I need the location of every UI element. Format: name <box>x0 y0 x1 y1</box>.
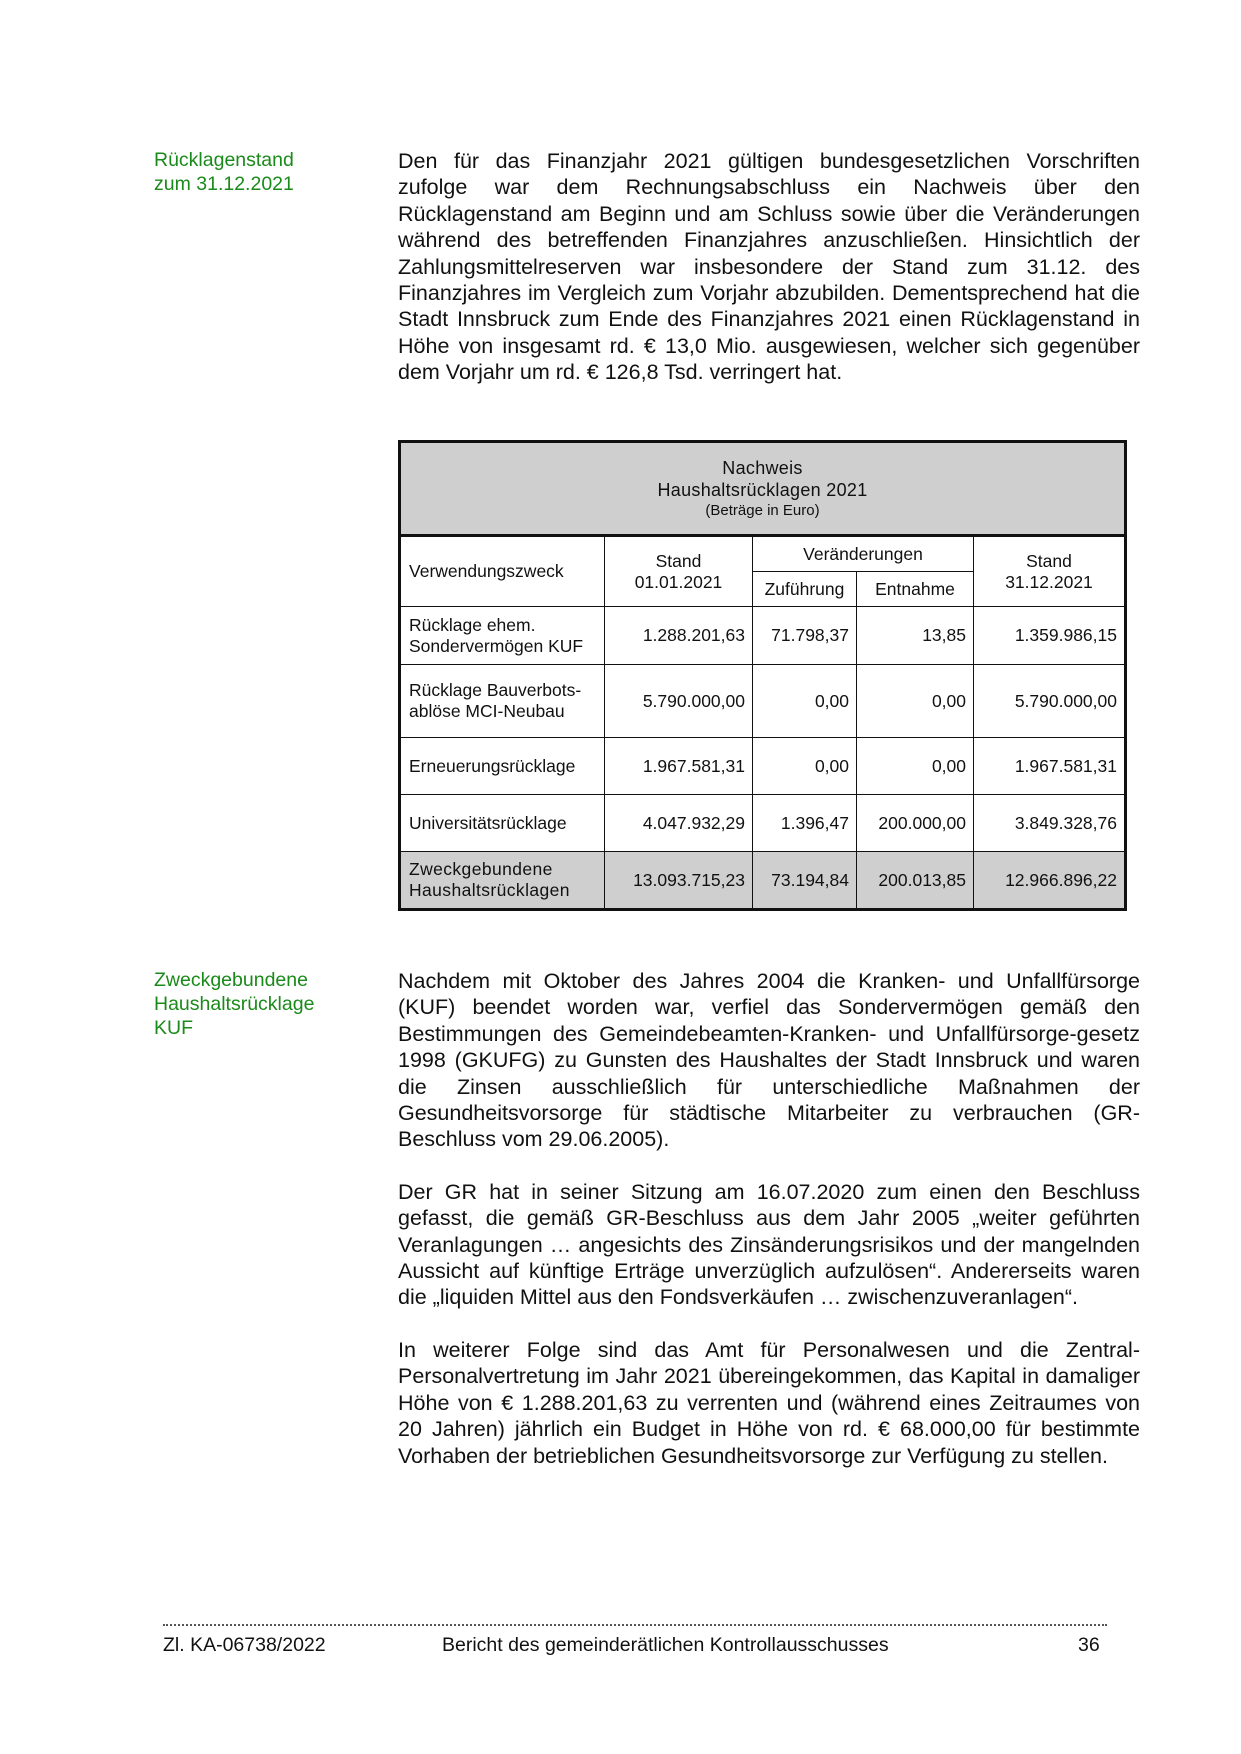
col-header-stand-end <box>974 536 1126 607</box>
col-header-line: Stand <box>1026 550 1072 571</box>
row-name <box>400 607 605 665</box>
col-header-changes: Veränderungen <box>753 536 974 572</box>
row-name-line: ablöse MCI-Neubau <box>409 701 565 721</box>
col-header-line: 31.12.2021 <box>1005 571 1093 592</box>
cell-addition: 0,00 <box>753 665 857 738</box>
footer-divider <box>163 1624 1107 1626</box>
row-name <box>400 665 605 738</box>
table-row <box>400 665 1126 738</box>
cell-withdrawal: 13,85 <box>857 607 974 665</box>
cell-withdrawal: 200.000,00 <box>857 795 974 852</box>
total-withdrawal: 200.013,85 <box>857 852 974 910</box>
cell-start: 1.967.581,31 <box>605 738 753 795</box>
col-header-line: Stand <box>655 550 702 571</box>
kuf-paragraph-block <box>398 968 1140 1495</box>
section-label-line: KUF <box>154 1017 193 1039</box>
row-name-line: Haushaltsrücklagen <box>409 880 570 900</box>
col-header-line: 01.01.2021 <box>634 571 723 592</box>
row-name: Erneuerungsrücklage <box>400 738 605 795</box>
section-label-line: Zweckgebundene <box>154 969 308 991</box>
kuf-paragraph: Nachdem mit Oktober des Jahres 2004 die Kranken- und Unfallfürsorge (KUF) beendet worden war, verfiel das Sondervermögen gemäß den Bestimmungen des Gemeindebeamten-Kranken- und Unfallfürsorge-gesetz 1998 (GKUFG) zu Gunsten des Haushaltes der Stadt Innsbruck und waren die Zinsen ausschließlich für unterschiedliche Maßnahmen der Gesundheitsvorsorge für städtische Mitarbeiter zu verbrauchen (GR-Beschluss vom 29.06.2005). <box>398 969 1140 1152</box>
total-end: 12.966.896,22 <box>974 852 1126 910</box>
row-name-line: Sondervermögen KUF <box>409 635 584 656</box>
row-name-line: Rücklage Bauverbots- <box>409 680 582 700</box>
row-name-line: Rücklage ehem. <box>409 614 536 635</box>
section-label-ruecklagenstand <box>154 148 354 196</box>
cell-addition: 71.798,37 <box>753 607 857 665</box>
cell-end: 1.359.986,15 <box>974 607 1126 665</box>
table-row <box>400 738 1126 795</box>
kuf-paragraph: In weiterer Folge sind das Amt für Personalwesen und die Zentral-Personalvertretung im Jahr 2021 übereingekommen, das Kapital in damaliger Höhe von € 1.288.201,63 zu verrenten und (während eines Zeitraumes von 20 Jahren) jährlich ein Budget in Höhe von rd. € 68.000,00 für bestimmte Vorhaben der betrieblichen Gesundheitsvorsorge zur Verfügung zu stellen. <box>398 1337 1140 1468</box>
total-name <box>400 852 605 910</box>
table-row <box>400 795 1126 852</box>
table-subtitle: (Beträge in Euro) <box>705 501 820 519</box>
table-row <box>400 607 1126 665</box>
cell-start: 4.047.932,29 <box>605 795 753 852</box>
cell-end: 5.790.000,00 <box>974 665 1126 738</box>
reserves-table <box>398 440 1127 911</box>
section-label-line: Rücklagenstand <box>154 149 294 171</box>
col-header-stand-start <box>605 536 753 607</box>
cell-withdrawal: 0,00 <box>857 665 974 738</box>
cell-addition: 1.396,47 <box>753 795 857 852</box>
kuf-paragraph: Der GR hat in seiner Sitzung am 16.07.2020 zum einen den Beschluss gefasst, die gemäß GR-Beschluss aus dem Jahr 2005 „weiter geführten Veranlagungen … angesichts des Zinsänderungsrisikos und der mangelnden Aussicht auf künftige Erträge unverzüglich aufzulösen“. Andererseits waren die „liquiden Mittel aus den Fondsverkäufen … zwischenzuveranlagen“. <box>398 1179 1140 1310</box>
total-addition: 73.194,84 <box>753 852 857 910</box>
intro-paragraph-block <box>398 148 1140 412</box>
cell-start: 1.288.201,63 <box>605 607 753 665</box>
footer-reference: Zl. KA-06738/2022 <box>163 1634 326 1656</box>
row-name-line: Zweckgebundene <box>409 859 553 879</box>
cell-addition: 0,00 <box>753 738 857 795</box>
table-total-row <box>400 852 1126 910</box>
footer-report-title: Bericht des gemeinderätlichen Kontrollausschusses <box>442 1634 889 1656</box>
row-name: Universitätsrücklage <box>400 795 605 852</box>
cell-end: 1.967.581,31 <box>974 738 1126 795</box>
col-header-withdrawal: Entnahme <box>857 572 974 607</box>
table-title <box>400 442 1126 536</box>
intro-paragraph: Den für das Finanzjahr 2021 gültigen bundesgesetzlichen Vorschriften zufolge war dem Rechnungsabschluss ein Nachweis über den Rücklagenstand am Beginn und am Schluss sowie über die Veränderungen während des betreffenden Finanzjahres anzuschließen. Hinsichtlich der Zahlungsmittelreserven war insbesondere der Stand zum 31.12. des Finanzjahres im Vergleich zum Vorjahr abzubilden. Dementsprechend hat die Stadt Innsbruck zum Ende des Finanzjahres 2021 einen Rücklagenstand in Höhe von insgesamt rd. € 13,0 Mio. ausgewiesen, welcher sich gegenüber dem Vorjahr um rd. € 126,8 Tsd. verringert hat. <box>398 149 1140 385</box>
footer-page-number: 36 <box>1078 1634 1100 1656</box>
cell-start: 5.790.000,00 <box>605 665 753 738</box>
table-title-line: Haushaltsrücklagen 2021 <box>657 479 868 500</box>
section-label-line: zum 31.12.2021 <box>154 173 294 195</box>
col-header-addition: Zuführung <box>753 572 857 607</box>
cell-end: 3.849.328,76 <box>974 795 1126 852</box>
col-header-purpose: Verwendungszweck <box>400 536 605 607</box>
cell-withdrawal: 0,00 <box>857 738 974 795</box>
table-title-line: Nachweis <box>722 457 803 478</box>
section-label-line: Haushaltsrücklage <box>154 993 315 1015</box>
total-start: 13.093.715,23 <box>605 852 753 910</box>
section-label-kuf <box>154 968 354 1040</box>
